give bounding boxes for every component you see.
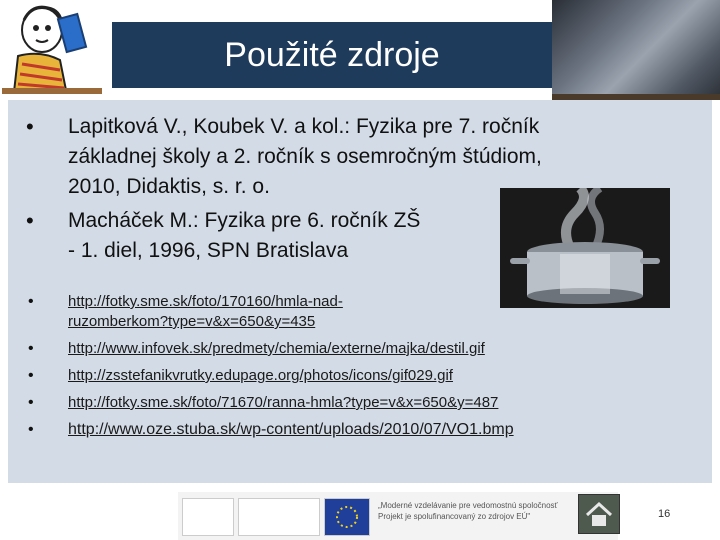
reference-line: Lapitková V., Koubek V. a kol.: Fyzika pre 7. ročník [68,115,540,138]
source-link[interactable]: http://fotky.sme.sk/foto/170160/hmla-nad- [68,293,343,310]
list-item [18,339,678,359]
agency-logo [238,498,320,536]
list-item [18,292,678,332]
list-item [18,393,678,413]
source-link[interactable]: http://fotky.sme.sk/foto/71670/ranna-hmla?type=v&x=650&y=487 [68,394,499,411]
bullet: • [28,421,34,438]
home-icon [579,495,619,533]
funding-logos-strip [178,492,618,540]
source-link[interactable]: ruzomberkom?type=v&x=650&y=435 [68,313,316,330]
list-item [18,366,678,386]
reference-line: 2010, Didaktis, s. r. o. [68,175,270,198]
misty-window-photo [552,0,720,100]
student-reading-illustration [0,0,112,100]
source-link[interactable]: http://www.oze.stuba.sk/wp-content/uploads/2010/07/VO1.bmp [68,421,514,438]
source-link[interactable]: http://www.infovek.sk/predmety/chemia/externe/majka/destil.gif [68,340,485,357]
bullet: • [28,293,34,310]
project-note-line: „Moderné vzdelávanie pre vedomostnú spoločnosť [378,501,558,510]
reference-line: Macháček M.: Fyzika pre 6. ročník ZŠ [68,209,421,232]
title-bar [112,22,552,88]
source-link[interactable]: http://zsstefanikvrutky.edupage.org/photos/icons/gif029.gif [68,367,453,384]
page-number: 16 [658,508,671,520]
reference-line: základnej školy a 2. ročník s osemročným štúdiom, [68,145,542,168]
bullet: • [28,367,34,384]
bullet: • [28,340,34,357]
steaming-pot-image [500,188,670,308]
reference-line: - 1. diel, 1996, SPN Bratislava [68,239,349,262]
list-item [18,420,678,440]
home-button[interactable] [578,494,620,534]
bullet: • [26,114,34,139]
slide-title: Použité zdroje [224,35,440,74]
link-list [18,292,678,447]
eu-flag-logo [324,498,370,536]
partner-logo [182,498,234,536]
project-note-line: Projekt je spolufinancovaný zo zdrojov EÚ" [378,512,531,521]
bullet: • [26,208,34,233]
bullet: • [28,394,34,411]
project-note [378,500,578,522]
